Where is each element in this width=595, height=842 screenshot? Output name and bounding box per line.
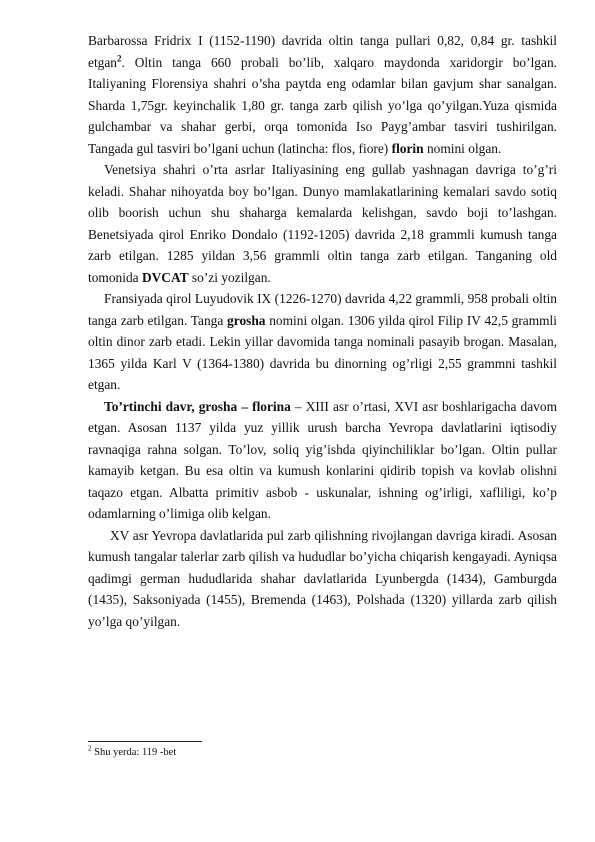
paragraph-text: XV asr Yevropa davlatlarida pul zarb qilishning rivojlangan davriga kiradi. Asosan kumush tangalar talerlar zarb qilish va hududlar bo’yicha chiqarish kengayadi. Ayniqsa qadimgi german hududlarida shahar davlatlarida Lyunbergda (1434), Gamburgda (1435), Saksoniyada (1455), Bremenda (1463), Polshada (1320) yillarda zarb qilish yo’lga qo’yilgan. xyxy=(88,527,557,629)
paragraph-fransiya xyxy=(88,288,557,396)
bold-term-dvcat: DVCAT xyxy=(141,269,189,285)
paragraph-text: nomini olgan. 1306 yilda qirol Filip IV 42,5 grammli oltin dinor zarb etadi. Lekin yillar davomida tanga nominali pasayib brogan. Masalan, 1365 yilda Karl V (1364-1380) davrida bu dinorning og’rligi 2,55 grammni tashkil etgan. xyxy=(88,312,557,392)
paragraph-text: . Oltin tanga 660 probali bo’lib, xalqaro maydonda xaridorgir bo’lgan. Italiyaning Florensiya shahri o’sha paytda eng odamlar bilan gavjum shar sanalgan. Sharda 1,75gr. keyinchalik 1,80 gr. tanga zarb qilish yo’lga qo’yilgan.Yuza qismida gulchambar va shahar gerbi, orqa tomonida Iso Payg’ambar tasviri tushirilgan. Tangada gul tasviri bo’lgani uchun (latincha: flos, fiore) xyxy=(88,54,557,156)
paragraph-text: Fransiyada qirol Luyudovik IX (1226-1270) davrida 4,22 grammli, 958 probali oltin tanga zarb etilgan. Tanga xyxy=(88,291,557,328)
paragraph-text: nomini olgan. xyxy=(423,140,502,156)
footnote-text: Shu yerda: 119 -bet xyxy=(91,747,177,758)
paragraph-xv-century xyxy=(88,525,557,633)
paragraph-barbarossa xyxy=(88,30,557,159)
paragraph-text: Venetsiya shahri o’rta asrlar Italiyasining eng gullab yashnagan davriga to’g’ri keladi. Shahar nihoyatda boy bo’lgan. Dunyo mamlakatlarining kemalari savdo sotiq olib boorish uchun shu shaharga kemalarda kelishgan, savdo boji to’lashgan. Benetsiyada qirol Enriko Dondalo (1192-1205) davrida 2,18 grammli kumush tanga zarb etilgan. 1285 yildan 3,56 grammli oltin tanga zarb etilgan. Tanganing old tomonida xyxy=(88,162,557,285)
paragraph-text: Barbarossa Fridrix I (1152-1190) davrida oltin tanga pullari 0,82, 0,84 gr. tashkil etgan xyxy=(88,33,557,70)
bold-term-grosha: grosha xyxy=(227,312,266,328)
paragraph-fourth-period xyxy=(88,396,557,525)
bold-term-florin: florin xyxy=(391,140,424,156)
paragraph-text: so’zi yozilgan. xyxy=(188,269,271,285)
footnote-reference[interactable]: 2 xyxy=(117,53,122,64)
paragraph-text: – XIII asr o’rtasi, XVI asr boshlarigacha davom etgan. Asosan 1137 yilda yuz yillik urush barcha Yevropa davlatlarini iqtisodiy ravnaqiga rahna solgan. To’lov, soliq yig’ishda qiyinchiliklar bo’lgan. Oltin pullar kamayib ketgan. Bu esa oltin va kumush konlarini qidirib topish va kovlab olishni taqazo etgan. Albatta primitiv asbob - uskunalar, ishning og’irligi, xafliligi, ko’p odamlarning o’limiga olib kelgan. xyxy=(88,398,557,521)
page-body xyxy=(88,30,557,632)
paragraph-venetsiya xyxy=(88,159,557,288)
footnote xyxy=(88,746,176,759)
footnote-divider xyxy=(88,741,202,742)
bold-heading-fourth-period: To’rtinchi davr, grosha – florina xyxy=(104,398,291,414)
footnote-number: 2 xyxy=(88,744,92,753)
